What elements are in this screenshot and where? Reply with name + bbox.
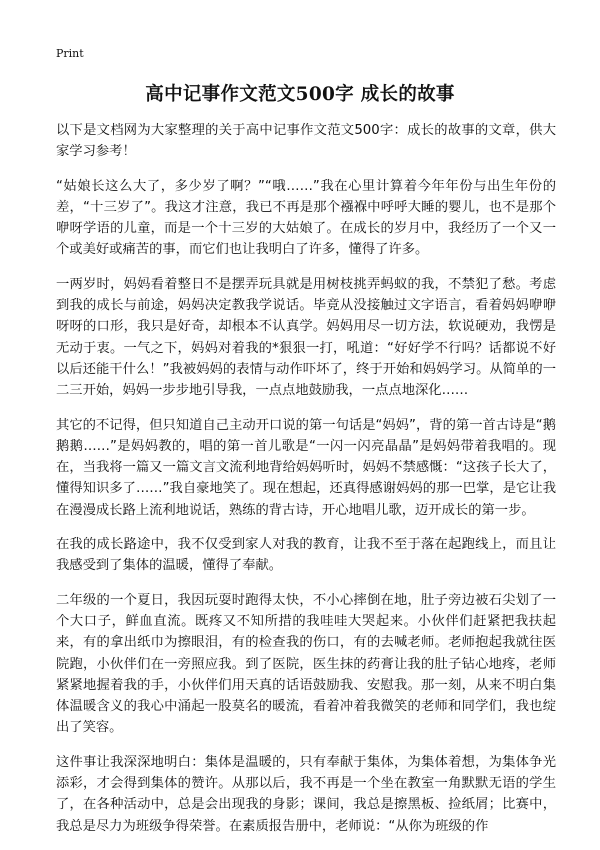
body-paragraph: 其它的不记得，但只知道自己主动开口说的第一句话是“妈妈”，背的第一首古诗是“鹅鹅鹅……”是妈妈教的，唱的第一首儿歌是“一闪一闪亮晶晶”是妈妈带着我唱的。现在，当我将一篇又一篇文言文流利地背给妈妈听时，妈妈不禁感慨：“这孩子长大了，懂得知识多了……”我自豪地笑了。现在想起，还真得感谢妈妈的那一巴掌，是它让我在漫漫成长路上流利地说话，熟练的背古诗，开心地唱儿歌，迈开成长的第一步。 bbox=[56, 417, 556, 518]
body-paragraph: 这件事让我深深地明白：集体是温暖的，只有奉献于集体，为集体着想，为集体争光添彩，才会得到集体的赞许。从那以后，我不再是一个坐在教室一角默默无语的学生了，在各种活动中，总是会出现我的身影；课间，我总是擦黑板、捡纸屑；比赛中，我总是尽力为班级争得荣誉。在素质报告册中，老师说：“从你为班级的作 bbox=[56, 754, 556, 834]
print-link[interactable]: Print bbox=[56, 47, 84, 60]
intro-paragraph: 以下是文档网为大家整理的关于高中记事作文范文500字：成长的故事的文章，供大家学习参考！ bbox=[56, 123, 556, 160]
body-paragraph: 一两岁时，妈妈看着整日不是摆弄玩具就是用树枝挑弄蚂蚁的我，不禁犯了愁。考虑到我的成长与前途，妈妈决定教我学说话。毕竟从没接触过文字语言，看着妈妈咿咿呀呀的口形，我只是好奇，却根本不认真学。妈妈用尽一切方法，软说硬劝，我愣是无动于衷。一气之下，妈妈对着我的*狠狠一打，吼道：“好好学不行吗？话都说不好以后还能干什么！”我被妈妈的表情与动作吓坏了，终于开始和妈妈学习。从简单的一二三开始，妈妈一步步地引导我，一点点地鼓励我，一点点地深化…… bbox=[56, 276, 556, 399]
article-title: 高中记事作文范文500字 成长的故事 bbox=[145, 84, 455, 105]
article-body bbox=[56, 120, 556, 850]
body-paragraph: “姑娘长这么大了，多少岁了啊？”“哦……”我在心里计算着今年年份与出生年份的差，“十三岁了”。我这才注意，我已不再是那个襁褓中呼呼大睡的婴儿，也不是那个咿呀学语的儿童，而是一个十三岁的大姑娘了。在成长的岁月中，我经历了一个又一个或美好或痛苦的事，而它们也让我明白了许多，懂得了许多。 bbox=[56, 178, 556, 258]
body-paragraph: 二年级的一个夏日，我因玩耍时跑得太快，不小心摔倒在地，肚子旁边被石尖划了一个大口子，鲜血直流。既疼又不知所措的我哇哇大哭起来。小伙伴们赶紧把我扶起来，有的拿出纸巾为擦眼泪，有的检查我的伤口，有的去喊老师。老师抱起我就往医院跑，小伙伴们在一旁照应我。到了医院，医生抹的药膏让我的肚子钻心地疼，老师紧紧地握着我的手，小伙伴们用天真的话语鼓励我、安慰我。那一刻，从来不明白集体温暖含义的我心中涌起一股莫名的暖流，看着冲着我微笑的老师和同学们，我也绽出了笑容。 bbox=[56, 592, 556, 736]
body-paragraph: 在我的成长路途中，我不仅受到家人对我的教育，让我不至于落在起跑线上，而且让我感受到了集体的温暖，懂得了奉献。 bbox=[56, 537, 556, 574]
